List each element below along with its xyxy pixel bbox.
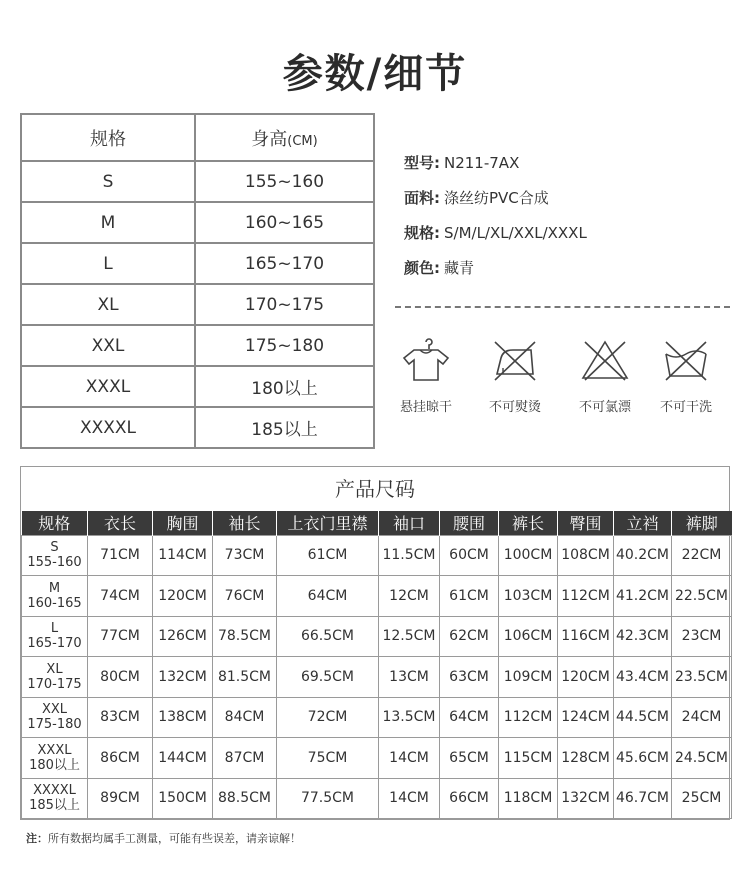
measure-cell: 86CM bbox=[88, 738, 153, 779]
measure-cell: 42.3CM bbox=[614, 616, 672, 657]
measure-cell: 61CM bbox=[440, 576, 499, 617]
measure-cell: 44.5CM bbox=[614, 697, 672, 738]
measure-cell: 14CM bbox=[379, 738, 440, 779]
spec-row bbox=[404, 222, 587, 257]
height-cell: 155~160 bbox=[195, 161, 374, 202]
measure-cell: 100CM bbox=[499, 535, 558, 576]
care-label: 不可熨烫 bbox=[488, 400, 541, 415]
height-cell: 185以上 bbox=[195, 407, 374, 448]
measure-cell: 120CM bbox=[558, 657, 614, 698]
size-cell: S bbox=[21, 161, 195, 202]
measure-cell: 80CM bbox=[88, 657, 153, 698]
table-row bbox=[21, 284, 374, 325]
header-height-label: 身高 bbox=[251, 128, 288, 150]
size-label: XXL bbox=[41, 702, 68, 718]
measure-cell: 24CM bbox=[672, 697, 732, 738]
measure-cell: 118CM bbox=[499, 778, 558, 819]
spec-key: 颜色: bbox=[404, 259, 440, 277]
measure-cell: 13.5CM bbox=[379, 697, 440, 738]
height-cell: 175~180 bbox=[195, 325, 374, 366]
measure-cell: 88.5CM bbox=[213, 778, 277, 819]
no-bleach-icon bbox=[579, 338, 631, 382]
measure-cell: 23CM bbox=[672, 616, 732, 657]
spec-key: 规格: bbox=[404, 224, 440, 242]
measure-cell: 83CM bbox=[88, 697, 153, 738]
measure-cell: 22CM bbox=[672, 535, 732, 576]
size-label: L bbox=[50, 621, 59, 637]
measure-cell: 66.5CM bbox=[277, 616, 379, 657]
measure-cell: 84CM bbox=[213, 697, 277, 738]
measure-cell: 116CM bbox=[558, 616, 614, 657]
no-dry-clean-icon bbox=[660, 338, 712, 382]
spec-value: 藏青 bbox=[444, 259, 475, 277]
size-cell bbox=[22, 738, 88, 779]
measure-cell: 13CM bbox=[379, 657, 440, 698]
measure-cell: 76CM bbox=[213, 576, 277, 617]
measure-cell: 60CM bbox=[440, 535, 499, 576]
measure-cell: 108CM bbox=[558, 535, 614, 576]
header-height-unit: (CM) bbox=[287, 133, 318, 149]
measure-cell: 40.2CM bbox=[614, 535, 672, 576]
measure-cell: 14CM bbox=[379, 778, 440, 819]
table-row bbox=[21, 202, 374, 243]
table-row bbox=[21, 325, 374, 366]
measure-cell: 77CM bbox=[88, 616, 153, 657]
size-label: M bbox=[48, 580, 61, 596]
footnote-prefix: 注： bbox=[26, 832, 48, 845]
table-row bbox=[21, 243, 374, 284]
column-header: 上衣门里襟 bbox=[277, 511, 379, 535]
size-height-table bbox=[20, 113, 375, 449]
measure-cell: 124CM bbox=[558, 697, 614, 738]
product-spec bbox=[404, 152, 587, 292]
table-row bbox=[21, 366, 374, 407]
measure-cell: 138CM bbox=[153, 697, 213, 738]
size-cell: L bbox=[21, 243, 195, 284]
measure-cell: 43.4CM bbox=[614, 657, 672, 698]
height-cell: 165~170 bbox=[195, 243, 374, 284]
size-label: XXXL bbox=[37, 742, 72, 758]
measure-cell: 132CM bbox=[558, 778, 614, 819]
table-row bbox=[22, 697, 732, 738]
measure-cell: 87CM bbox=[213, 738, 277, 779]
size-cell: M bbox=[21, 202, 195, 243]
table-header-row bbox=[21, 114, 374, 161]
measure-cell: 81.5CM bbox=[213, 657, 277, 698]
table-header-row bbox=[22, 511, 732, 535]
table-caption: 产品尺码 bbox=[335, 477, 415, 501]
spec-row bbox=[404, 152, 587, 187]
product-size-table bbox=[20, 466, 730, 820]
table-row bbox=[21, 407, 374, 448]
height-cell: 160~165 bbox=[195, 202, 374, 243]
measure-cell: 128CM bbox=[558, 738, 614, 779]
spec-key: 面料: bbox=[404, 189, 440, 207]
measure-cell: 22.5CM bbox=[672, 576, 732, 617]
care-no-iron bbox=[475, 338, 555, 415]
measure-cell: 78.5CM bbox=[213, 616, 277, 657]
measure-cell: 144CM bbox=[153, 738, 213, 779]
hang-dry-icon bbox=[400, 338, 452, 382]
measure-cell: 12CM bbox=[379, 576, 440, 617]
height-cell: 180以上 bbox=[195, 366, 374, 407]
spec-row bbox=[404, 257, 587, 292]
size-cell: XXXXL bbox=[21, 407, 195, 448]
measure-cell: 132CM bbox=[153, 657, 213, 698]
size-range: 165-170 bbox=[27, 636, 82, 652]
care-no-dry-clean bbox=[646, 338, 726, 415]
column-header: 臀围 bbox=[558, 511, 614, 535]
spec-row bbox=[404, 187, 587, 222]
header-size: 规格 bbox=[21, 114, 195, 161]
size-label: XXXXL bbox=[33, 783, 76, 799]
measure-cell: 112CM bbox=[499, 697, 558, 738]
measure-cell: 23.5CM bbox=[672, 657, 732, 698]
footnote-text: 所有数据均属手工测量，可能有些误差，请亲谅解！ bbox=[48, 832, 301, 845]
measure-cell: 109CM bbox=[499, 657, 558, 698]
measure-cell: 46.7CM bbox=[614, 778, 672, 819]
table-row bbox=[22, 576, 732, 617]
measure-cell: 41.2CM bbox=[614, 576, 672, 617]
table-row bbox=[22, 778, 732, 819]
measure-cell: 77.5CM bbox=[277, 778, 379, 819]
size-cell bbox=[22, 535, 88, 576]
measure-cell: 103CM bbox=[499, 576, 558, 617]
size-table bbox=[21, 511, 732, 819]
measure-cell: 71CM bbox=[88, 535, 153, 576]
care-label: 不可氯漂 bbox=[578, 400, 631, 415]
measure-cell: 64CM bbox=[277, 576, 379, 617]
column-header: 裤脚 bbox=[672, 511, 732, 535]
size-cell bbox=[22, 576, 88, 617]
measure-cell: 66CM bbox=[440, 778, 499, 819]
measure-cell: 63CM bbox=[440, 657, 499, 698]
measure-cell: 106CM bbox=[499, 616, 558, 657]
table-row bbox=[22, 657, 732, 698]
header-height bbox=[195, 114, 374, 161]
measure-cell: 115CM bbox=[499, 738, 558, 779]
size-cell: XXXL bbox=[21, 366, 195, 407]
column-header: 腰围 bbox=[440, 511, 499, 535]
table-row bbox=[21, 161, 374, 202]
size-range: 155-160 bbox=[27, 555, 82, 571]
measure-cell: 25CM bbox=[672, 778, 732, 819]
measure-cell: 11.5CM bbox=[379, 535, 440, 576]
height-cell: 170~175 bbox=[195, 284, 374, 325]
care-no-bleach bbox=[565, 338, 645, 415]
measure-cell: 12.5CM bbox=[379, 616, 440, 657]
measure-cell: 114CM bbox=[153, 535, 213, 576]
care-label: 不可干洗 bbox=[659, 400, 712, 415]
size-cell bbox=[22, 616, 88, 657]
column-header: 裤长 bbox=[499, 511, 558, 535]
measure-cell: 65CM bbox=[440, 738, 499, 779]
column-header: 立裆 bbox=[614, 511, 672, 535]
spec-value: N211-7AX bbox=[444, 154, 520, 172]
column-header: 衣长 bbox=[88, 511, 153, 535]
care-hang-dry bbox=[386, 338, 466, 415]
measure-cell: 24.5CM bbox=[672, 738, 732, 779]
table-row bbox=[22, 616, 732, 657]
size-cell: XL bbox=[21, 284, 195, 325]
size-cell bbox=[22, 657, 88, 698]
size-range: 180以上 bbox=[29, 757, 80, 773]
size-range: 160-165 bbox=[27, 595, 82, 611]
size-range: 185以上 bbox=[29, 798, 80, 814]
measure-cell: 73CM bbox=[213, 535, 277, 576]
measure-cell: 64CM bbox=[440, 697, 499, 738]
measure-cell: 112CM bbox=[558, 576, 614, 617]
size-range: 175-180 bbox=[27, 717, 82, 733]
spec-key: 型号: bbox=[404, 154, 440, 172]
size-label: XL bbox=[46, 661, 63, 677]
measure-cell: 126CM bbox=[153, 616, 213, 657]
measure-cell: 75CM bbox=[277, 738, 379, 779]
measure-cell: 74CM bbox=[88, 576, 153, 617]
dashed-divider bbox=[395, 306, 730, 308]
measure-cell: 69.5CM bbox=[277, 657, 379, 698]
footnote bbox=[26, 830, 301, 846]
measure-cell: 150CM bbox=[153, 778, 213, 819]
column-header: 袖长 bbox=[213, 511, 277, 535]
size-cell bbox=[22, 778, 88, 819]
measure-cell: 89CM bbox=[88, 778, 153, 819]
care-label: 悬挂晾干 bbox=[399, 400, 452, 415]
spec-value: S/M/L/XL/XXL/XXXL bbox=[444, 224, 587, 242]
measure-cell: 72CM bbox=[277, 697, 379, 738]
table-row bbox=[22, 535, 732, 576]
page-title: 参数/细节 bbox=[282, 51, 468, 97]
column-header: 规格 bbox=[22, 511, 88, 535]
column-header: 胸围 bbox=[153, 511, 213, 535]
measure-cell: 62CM bbox=[440, 616, 499, 657]
size-range: 170-175 bbox=[27, 676, 82, 692]
measure-cell: 120CM bbox=[153, 576, 213, 617]
measure-cell: 61CM bbox=[277, 535, 379, 576]
table-row bbox=[22, 738, 732, 779]
size-cell bbox=[22, 697, 88, 738]
column-header: 袖口 bbox=[379, 511, 440, 535]
measure-cell: 45.6CM bbox=[614, 738, 672, 779]
size-label: S bbox=[50, 540, 59, 556]
no-iron-icon bbox=[489, 338, 541, 382]
size-cell: XXL bbox=[21, 325, 195, 366]
spec-value: 涤丝纺PVC合成 bbox=[444, 189, 549, 207]
